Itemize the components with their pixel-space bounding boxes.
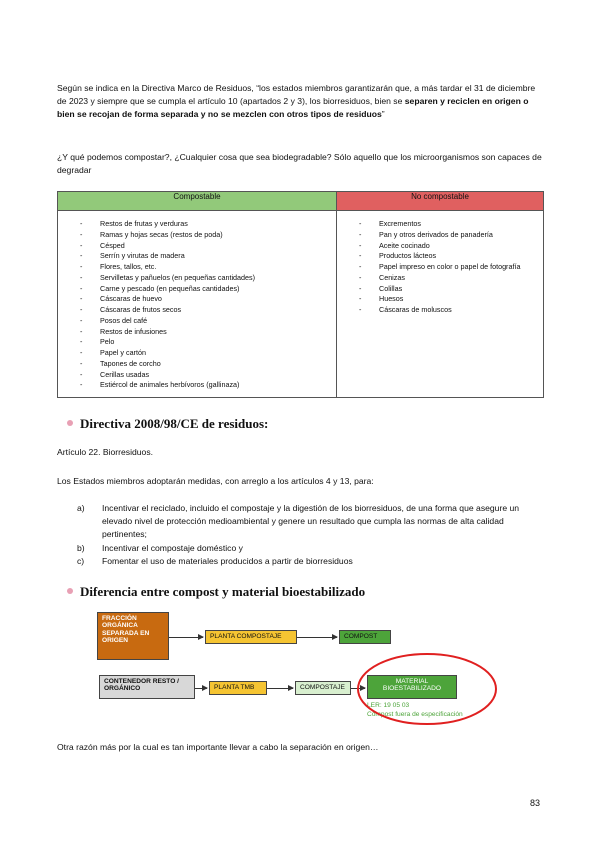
question-paragraph: ¿Y qué podemos compostar?, ¿Cualquier cosa que sea biodegradable? Sólo aquello que los microorganismos son capaces de degradar (57, 152, 542, 176)
bullet-dot-icon (67, 588, 73, 594)
list-item: - Cenizas (337, 273, 543, 284)
list-item: - Colillas (337, 284, 543, 295)
list-item: - Restos de infusiones (58, 327, 336, 338)
list-item: - Productos lácteos (337, 251, 543, 262)
spec-note: Compost fuera de especificación (367, 711, 463, 718)
list-item: - Carne y pescado (en pequeñas cantidades) (58, 284, 336, 295)
box-planta-tmb: PLANTA TMB (209, 681, 267, 695)
list-item: - Papel impreso en color o papel de fotografía (337, 262, 543, 273)
header-compostable: Compostable (58, 192, 337, 211)
list-item: - Servilletas y pañuelos (en pequeñas cantidades) (58, 273, 336, 284)
arrow-icon (195, 688, 207, 689)
heading-diferencia: Diferencia entre compost y material bioestabilizado (80, 584, 365, 600)
box-fraccion-organica: FRACCIÓN ORGÁNICA SEPARADA EN ORIGEN (97, 612, 169, 660)
list-item: - Pan y otros derivados de panadería (337, 230, 543, 241)
no-compostable-column (337, 211, 544, 398)
lead-paragraph: Los Estados miembros adoptarán medidas, con arreglo a los artículos 4 y 13, para: (57, 476, 374, 486)
header-no-compostable: No compostable (337, 192, 544, 211)
list-item: - Cerillas usadas (58, 370, 336, 381)
box-contenedor-resto: CONTENEDOR RESTO / ORGÁNICO (99, 675, 195, 699)
bullet-dot-icon (67, 420, 73, 426)
list-item: - Pelo (58, 337, 336, 348)
arrow-icon (169, 637, 203, 638)
intro-paragraph: Según se indica en la Directiva Marco de Residuos, “los estados miembros garantizarán que, a más tardar el 31 de diciembre de 2023 y siempre que se cumpla el artículo 10 (apartados 2 y 3), los biorresiduos, bien se separen y reciclen en origen o bien se recojan de forma separada y no se mezclen con otros tipos de residuos” (57, 83, 536, 120)
list-item: - Restos de frutas y verduras (58, 219, 336, 230)
list-item: - Papel y cartón (58, 348, 336, 359)
compost-table (57, 191, 544, 398)
box-compost: COMPOST (339, 630, 391, 644)
list-item: - Excrementos (337, 219, 543, 230)
box-material-bioestabilizado: MATERIAL BIOESTABILIZADO (367, 675, 457, 699)
list-item: - Estiércol de animales herbívoros (gallinaza) (58, 380, 336, 391)
list-item: - Aceite cocinado (337, 241, 543, 252)
intro-bold: separen y reciclen en origen o bien se recojan de forma separada y no se mezclen con otros tipos de residuos (57, 96, 529, 120)
list-item: - Tapones de corcho (58, 359, 336, 370)
list-item: - Cáscaras de moluscos (337, 305, 543, 316)
red-ellipse-icon (355, 650, 500, 728)
list-item: - Cáscaras de huevo (58, 294, 336, 305)
list-item: - Césped (58, 241, 336, 252)
arrow-icon (267, 688, 293, 689)
box-compostaje: COMPOSTAJE (295, 681, 351, 695)
box-planta-compostaje: PLANTA COMPOSTAJE (205, 630, 297, 644)
page-number: 83 (530, 798, 541, 808)
arrow-icon (297, 637, 337, 638)
article-title: Artículo 22. Biorresiduos. (57, 447, 154, 457)
list-item: - Flores, tallos, etc. (58, 262, 336, 273)
compostable-column (58, 211, 337, 398)
list-item: - Posos del café (58, 316, 336, 327)
closing-paragraph: Otra razón más por la cual es tan importante llevar a cabo la separación en origen… (57, 742, 379, 752)
list-item: - Serrín y virutas de madera (58, 251, 336, 262)
list-item: - Cáscaras de frutos secos (58, 305, 336, 316)
heading-directiva: Directiva 2008/98/CE de residuos: (80, 416, 268, 432)
list-item: - Huesos (337, 294, 543, 305)
compost-diagram (97, 612, 502, 724)
list-item: - Ramas y hojas secas (restos de poda) (58, 230, 336, 241)
ler-code: LER: 19 05 03 (367, 702, 410, 709)
